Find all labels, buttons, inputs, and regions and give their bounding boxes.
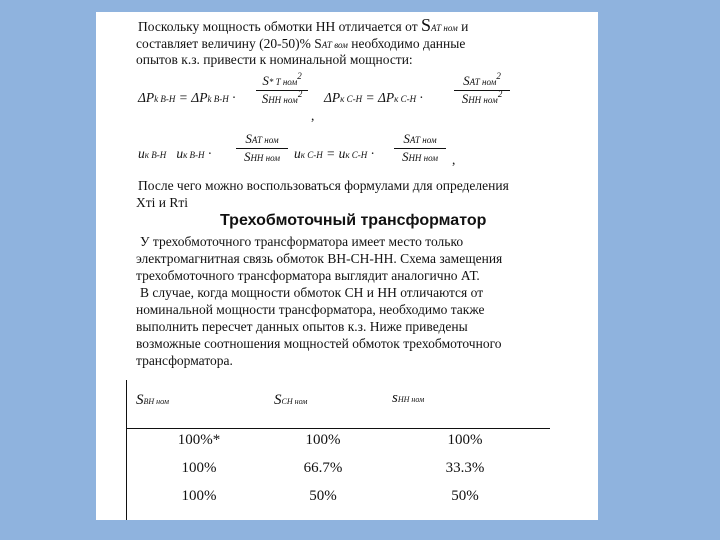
- para3-line: выполнить пересчет данных опытов к.з. Ниже приведены: [136, 319, 468, 334]
- table-cell: 33.3%: [445, 460, 485, 476]
- table-cell: 66.7%: [303, 460, 343, 476]
- table-header-bh: SВН ном: [136, 392, 169, 408]
- para3-line: трансформатора.: [136, 353, 233, 368]
- para3-line: В случае, когда мощности обмоток СН и НН отличаются от: [140, 285, 484, 300]
- para2-line2: Хтi и Rтi: [136, 195, 189, 210]
- formula1b-lhs: ΔPк С-Н = ΔPк С-Н ·: [324, 90, 423, 105]
- para3-line: электромагнитная связь обмоток ВН-СН-НН. Схема замещения: [136, 251, 503, 266]
- table-cell: 100%: [181, 488, 217, 504]
- para3-line: трехобмоточного трансформатора выглядит аналогично АТ.: [136, 268, 480, 283]
- formula2-lhs: uк В-Н uк В-Н ·: [138, 146, 212, 161]
- formula1b-fraction: SАТ ном$^2$ SНН ном$^2$: [454, 74, 510, 107]
- table-cell: 50%: [309, 488, 337, 504]
- table-header-rule: [126, 428, 550, 429]
- formula2b-lhs: uк С-Н = uк С-Н ·: [294, 146, 375, 161]
- para1-line1: Поскольку мощность обмотки НН отличается от SАТ ном и: [138, 15, 469, 35]
- table-cell: 50%: [451, 488, 479, 504]
- formula1-comma: ,: [311, 108, 315, 123]
- table-header-hh: sНН ном: [392, 390, 425, 406]
- section-heading: Трехобмоточный трансформатор: [220, 212, 487, 229]
- formula1-lhs: ΔPk В-Н = ΔPk В-Н ·: [138, 90, 236, 105]
- table-left-border: [126, 380, 127, 520]
- para1-line2: составляет величину (20-50)% SАТ вом необходимо данные: [136, 36, 466, 51]
- formula2-comma: ,: [452, 152, 456, 167]
- table-header-ch: SСН ном: [274, 392, 308, 408]
- table-cell: 100%: [181, 460, 217, 476]
- formula2b-fraction: SАТ ном SНН ном: [394, 132, 446, 165]
- formula1-fraction: S* Т ном$^2$ SНН ном$^2$: [256, 74, 308, 107]
- para3-line: У трехобмоточного трансформатора имеет место только: [140, 234, 464, 249]
- para1-line3: опытов к.з. привести к номинальной мощности:: [136, 52, 413, 67]
- table-cell: 100%: [305, 432, 341, 448]
- para2-line1: После чего можно воспользоваться формулами для определения: [138, 178, 509, 193]
- table-cell: 100%: [447, 432, 483, 448]
- formula2-fraction: SАТ ном SНН ном: [236, 132, 288, 165]
- para3-line: возможные соотношения мощностей обмоток трехобмоточного: [136, 336, 502, 351]
- para3-line: номинальной мощности трансформатора, необходимо также: [136, 302, 485, 317]
- table-cell: 100%*: [177, 432, 221, 448]
- slide: [96, 12, 598, 520]
